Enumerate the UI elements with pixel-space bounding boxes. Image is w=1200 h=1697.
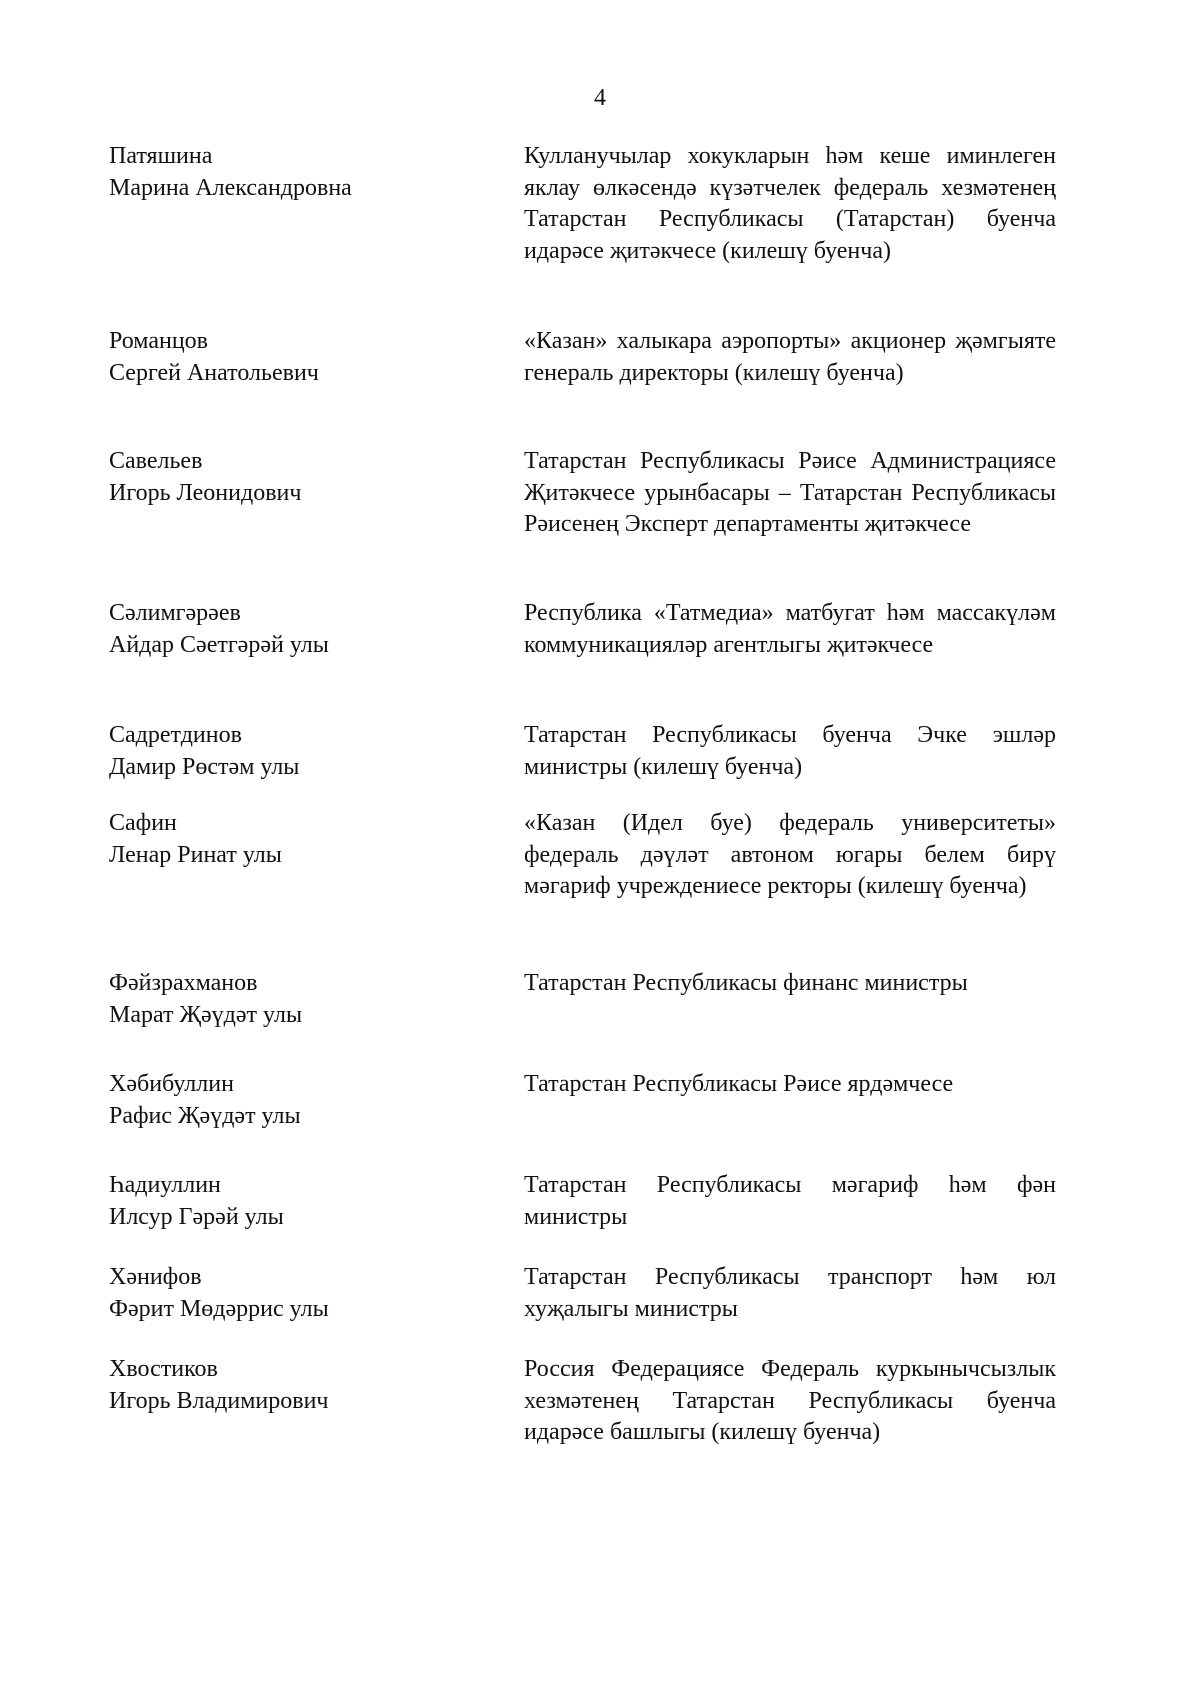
given-names: Марат Җәүдәт улы	[109, 1001, 303, 1028]
person-position: Кулланучылар хокукларын һәм кеше иминлеген яклау өлкәсендә күзәтчелек федераль хезмәтенең Татарстан Республикасы (Татарстан) буенча идарәсе җитәкчесе (килешү буенча)	[524, 143, 1056, 264]
given-names: Ленар Ринат улы	[109, 841, 282, 868]
surname: Сафин	[109, 810, 177, 836]
given-names: Марина Александровна	[109, 174, 352, 201]
person-position: Татарстан Республикасы транспорт һәм юл хуҗалыгы министры	[524, 1264, 1056, 1322]
given-names: Фәрит Мөдәррис улы	[109, 1295, 329, 1322]
surname: Савельев	[109, 448, 203, 474]
person-position: Республика «Татмедиа» матбугат һәм массакүләм коммуникацияләр агентлыгы җитәкчесе	[524, 600, 1056, 658]
person-name	[109, 968, 509, 1031]
person-name	[109, 808, 509, 871]
person-position: Татарстан Республикасы Рәисе ярдәмчесе	[524, 1071, 954, 1097]
person-name	[109, 446, 509, 509]
person-position: Татарстан Республикасы финанс министры	[524, 970, 968, 996]
person-position: Татарстан Республикасы мәгариф һәм фән министры	[524, 1172, 1056, 1230]
page-number: 4	[594, 85, 606, 111]
given-names: Игорь Леонидович	[109, 479, 302, 506]
person-position: Татарстан Республикасы Рәисе Администрациясе Җитәкчесе урынбасары – Татарстан Республикасы Рәисенең Эксперт департаменты җитәкчесе	[524, 448, 1056, 537]
given-names: Рафис Җәүдәт улы	[109, 1102, 301, 1129]
person-name	[109, 326, 509, 389]
surname: Хәбибуллин	[109, 1071, 234, 1097]
surname: Романцов	[109, 328, 208, 354]
person-position: «Казан (Идел буе) федераль университеты» федераль дәүләт автоном югары белем бирү мәгариф учреждениесе ректоры (килешү буенча)	[524, 810, 1056, 899]
surname: Хвостиков	[109, 1356, 218, 1382]
person-name	[109, 1069, 509, 1132]
given-names: Айдар Сәетгәрәй улы	[109, 631, 329, 658]
person-name	[109, 1354, 509, 1417]
person-position: «Казан» халыкара аэропорты» акционер җәмгыяте генераль директоры (килешү буенча)	[524, 328, 1056, 386]
given-names: Дамир Рөстәм улы	[109, 753, 300, 780]
person-position: Россия Федерациясе Федераль куркынычсызлык хезмәтенең Татарстан Республикасы буенча идарәсе башлыгы (килешү буенча)	[524, 1356, 1056, 1445]
given-names: Игорь Владимирович	[109, 1387, 329, 1414]
person-name	[109, 720, 509, 783]
surname: Патяшина	[109, 143, 213, 169]
given-names: Сергей Анатольевич	[109, 359, 319, 386]
person-name	[109, 141, 509, 204]
person-name	[109, 598, 509, 661]
person-name	[109, 1262, 509, 1325]
person-name	[109, 1170, 509, 1233]
person-position: Татарстан Республикасы буенча Эчке эшләр министры (килешү буенча)	[524, 722, 1056, 780]
surname: Һадиуллин	[109, 1172, 221, 1198]
given-names: Илсур Гәрәй улы	[109, 1203, 284, 1230]
surname: Садретдинов	[109, 722, 242, 748]
surname: Хәнифов	[109, 1264, 202, 1290]
surname: Сәлимгәрәев	[109, 600, 241, 626]
surname: Фәйзрахманов	[109, 970, 258, 996]
